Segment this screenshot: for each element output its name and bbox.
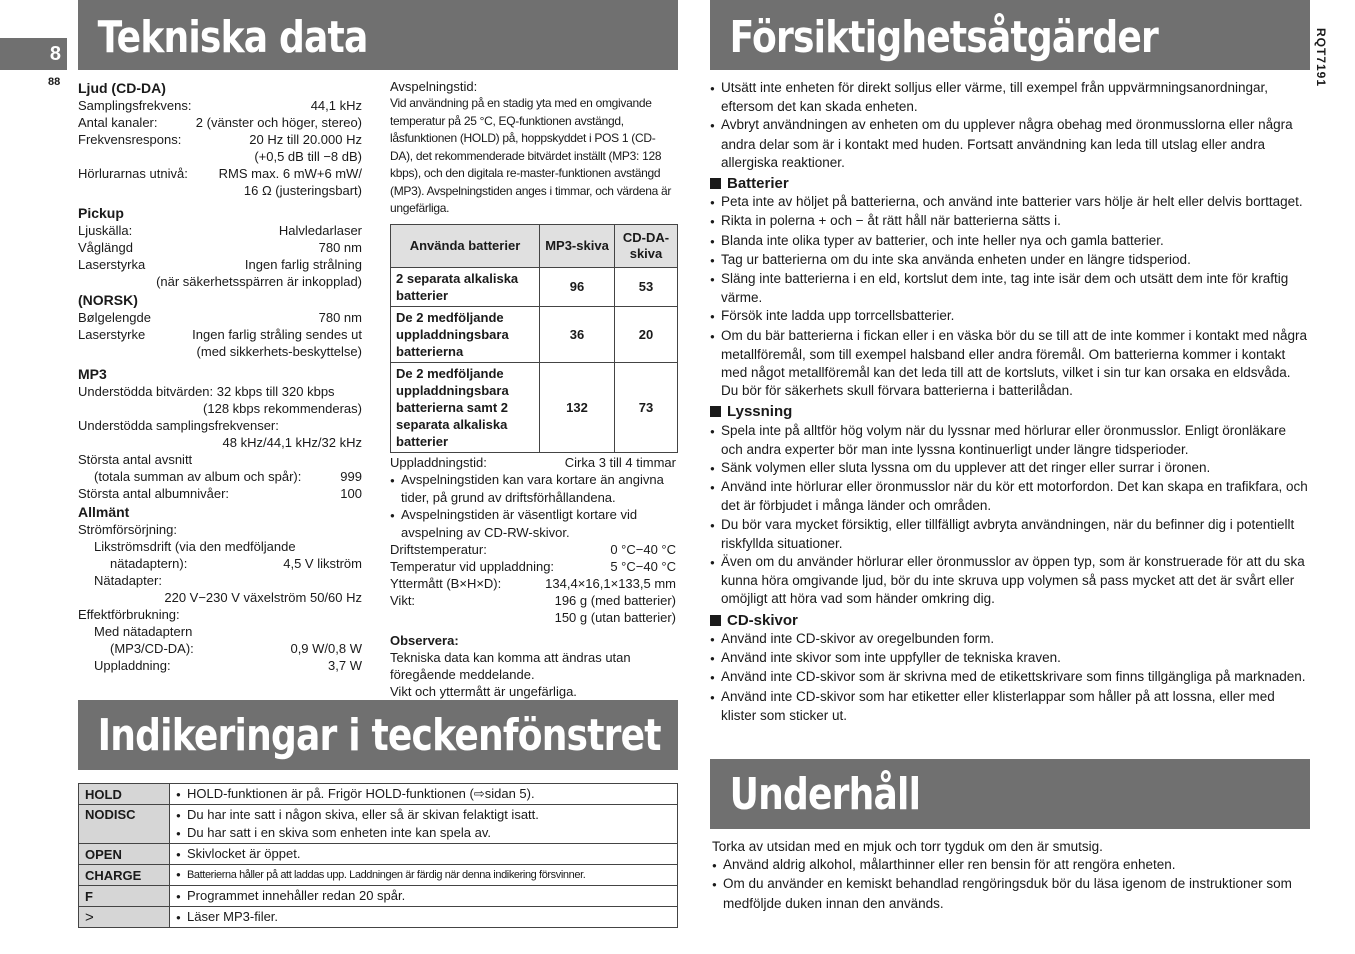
spec-row: Samplingsfrekvens: 44,1 kHz	[78, 98, 362, 113]
table-row	[391, 306, 678, 362]
table-cell: 2 separata alkaliska batterier	[391, 267, 540, 306]
section-mp3-title: MP3	[78, 366, 107, 382]
bullet-item: ● Avspelningstiden är väsentligt kortare vid avspelning av CD-RW-skivor.	[390, 506, 676, 541]
spec-row: nätadaptern): 4,5 V likström	[110, 556, 362, 571]
precautions-column	[710, 79, 1308, 725]
playtime-column	[390, 78, 676, 700]
spec-line: Effektförbrukning:	[78, 607, 180, 622]
spec-line: Nätadapter:	[94, 573, 162, 588]
section-batterier: Batterier	[710, 175, 1308, 193]
table-cell: 20	[615, 306, 678, 362]
spec-cont: (128 kbps rekommenderas)	[203, 401, 362, 416]
indicator-desc: ● Läser MP3-filer.	[170, 907, 678, 928]
bullet-item: ● Använd inte CD-skivor som har etiketter eller klisterlappar som håller på att lossna, eller med klister som sticker ut.	[710, 688, 1308, 725]
bullet-item: ● Använd inte skivor som inte uppfyller de tekniska kraven.	[710, 649, 1308, 668]
spec-line: Största antal avsnitt	[78, 452, 193, 467]
spec-line: Understödda bitvärden: 32 kbps till 320 kbps	[78, 384, 335, 399]
bullet-item: ● Avspelningstiden kan vara kortare än angivna tider, på grund av driftsförhållandena.	[390, 471, 676, 506]
spec-row: Frekvensrespons: 20 Hz till 20.000 Hz	[78, 132, 362, 147]
spec-line: Understödda samplingsfrekvenser:	[78, 418, 279, 433]
indicator-desc: ● Skivlocket är öppet.	[170, 844, 678, 865]
spec-row: Driftstemperatur: 0 °C−40 °C	[390, 541, 676, 557]
indicator-key: >	[79, 907, 170, 928]
spec-row: Uppladdningstid: Cirka 3 till 4 timmar	[390, 454, 676, 470]
bullet-item: ● Använd inte CD-skivor som är skrivna med de etikettskrivare som finns tillgängliga på marknaden.	[710, 668, 1308, 687]
spec-cont: 16 Ω (justeringsbart)	[243, 183, 362, 198]
bullet-item: ● Rikta in polerna + och − åt rätt håll när batterierna sätts i.	[710, 212, 1308, 231]
indicator-key: F	[79, 886, 170, 907]
spec-row: Laserstyrka Ingen farlig strålning	[78, 257, 362, 272]
bullet-item: ● Tag ur batterierna om du inte ska använda enheten under en längre tidsperiod.	[710, 251, 1308, 270]
spec-row: Antal kanaler: 2 (vänster och höger, stereo)	[78, 115, 362, 130]
section-lyssning: Lyssning	[710, 403, 1308, 421]
spec-row: Vikt: 196 g (med batterier)	[390, 592, 676, 608]
bullet-item: ● Avbryt användningen av enheten om du upplever några obehag med öronmusslorna eller några andra delar som är i kontakt med huden. Fortsatt användning kan leda till utslag eller andra allergiska reaktioner.	[710, 116, 1308, 172]
table-cell: 53	[615, 267, 678, 306]
square-bullet-icon	[710, 615, 721, 626]
section-norsk-title: (NORSK)	[78, 292, 138, 308]
spec-row: (MP3/CD-DA): 0,9 W/0,8 W	[110, 641, 362, 656]
heading-underhall: Underhåll	[729, 769, 921, 820]
specs-column	[78, 78, 362, 674]
spec-row: Uppladdning: 3,7 W	[94, 658, 362, 673]
indicator-key: CHARGE	[79, 865, 170, 886]
bullet-item: ● Utsätt inte enheten för direkt solljus eller värme, till exempel från uppvärmningsanordningar, eftersom det kan skada enheten.	[710, 79, 1308, 116]
page-subnumber: 88	[48, 76, 61, 88]
spec-row: Temperatur vid uppladdning: 5 °C−40 °C	[390, 558, 676, 574]
spec-cont: 220 V−230 V växelström 50/60 Hz	[164, 590, 362, 605]
table-header-row	[391, 224, 678, 267]
indicator-desc: ● HOLD-funktionen är på. Frigör HOLD-funktionen (⇨sidan 5).	[170, 784, 678, 805]
spec-cont: 48 kHz/44,1 kHz/32 kHz	[222, 435, 362, 450]
bullet-item: ● Använd inte CD-skivor av oregelbunden form.	[710, 630, 1308, 649]
indicator-key: OPEN	[79, 844, 170, 865]
maintenance-intro: Torka av utsidan med en mjuk och torr tygduk om den är smutsig.	[712, 839, 1103, 854]
heading-band-tekniska	[78, 0, 678, 70]
bullet-item: ● Blanda inte olika typer av batterier, och inte heller nya och gamla batterier.	[710, 232, 1308, 251]
playtime-title: Avspelningstid:	[390, 79, 478, 94]
spec-cont: (när säkerhetsspärren är inkopplad)	[156, 274, 362, 289]
table-cell: De 2 medföljande uppladdningsbara batterierna samt 2 separata alkaliska batterier	[391, 362, 540, 452]
spec-row: Laserstyrke Ingen farlig stråling sendes ut	[78, 327, 362, 342]
note-title: Observera:	[390, 632, 459, 648]
indicator-key: HOLD	[79, 784, 170, 805]
spec-line: Med nätadaptern	[94, 624, 193, 639]
bullet-item: ● Även om du använder hörlurar eller öronmusslor av öppen typ, som är konstruerade för att du ska kunna höra omgivande ljud, bör du inte skruva upp volymen så pass mycket att det är svårt eller omöjligt att höra vad som händer omkring dig.	[710, 553, 1308, 609]
indicator-desc: ● Programmet innehåller redan 20 spår.	[170, 886, 678, 907]
note-text: Tekniska data kan komma att ändras utan föregående meddelande.	[390, 649, 631, 682]
spec-cont: (med sikkerhets-beskyttelse)	[196, 344, 362, 359]
table-row	[79, 886, 678, 907]
table-header: MP3-skiva	[540, 224, 615, 267]
table-cell: 132	[540, 362, 615, 452]
section-cd: CD-skivor	[710, 612, 1308, 630]
indicator-desc: ● Du har inte satt i någon skiva, eller så är skivan felaktigt isatt. ● Du har satt i en skiva som enheten inte kan spela av.	[170, 805, 678, 844]
heading-indikeringar: Indikeringar i teckenfönstret	[97, 710, 661, 761]
bullet-item: ● Sänk volymen eller sluta lyssna om du upplever att det ringer eller surrar i öronen.	[710, 459, 1308, 478]
bullet-item: ● Du bör vara mycket försiktig, eller tillfälligt avbryta användningen, när du befinner dig i potentiellt riskfyllda situationer.	[710, 516, 1308, 553]
section-allmant-title: Allmänt	[78, 504, 130, 520]
spec-line: Likströmsdrift (via den medföljande	[94, 539, 296, 554]
heading-forsiktighet: Försiktighetsåtgärder	[729, 12, 1159, 63]
table-row	[391, 362, 678, 452]
spec-row: Bølgelengde 780 nm	[78, 310, 362, 325]
table-header: CD-DA-skiva	[615, 224, 678, 267]
table-cell: 73	[615, 362, 678, 452]
heading-band-forsiktighet	[710, 0, 1310, 70]
playtime-text: Vid användning på en stadig yta med en omgivande temperatur på 25 °C, EQ-funktionen avstängd, låsfunktionen (HOLD) på, hoppskyddet i POS 1 (CD-DA), det rekommenderade bitvärdet inställt (MP3: 128 kbps), och den digitala re-master-funktionen avstängd (MP3). Avspelningstiden anges i timmar, och värdena är ungefärliga.	[390, 96, 672, 215]
table-header: Använda batterier	[391, 224, 540, 267]
table-cell: 36	[540, 306, 615, 362]
bullet-item: ● Använd aldrig alkohol, målarthinner eller ren bensin för att rengöra enheten.	[712, 856, 1308, 875]
bullet-item: ● Försök inte ladda upp torrcellsbatterier.	[710, 307, 1308, 326]
table-row	[391, 267, 678, 306]
square-bullet-icon	[710, 406, 721, 417]
table-row	[79, 784, 678, 805]
indicator-key: NODISC	[79, 805, 170, 844]
model-code: RQT7191	[1314, 28, 1328, 88]
page-number: 8	[0, 38, 67, 70]
spec-cont: 150 g (utan batterier)	[554, 609, 676, 625]
battery-table	[390, 224, 678, 453]
heading-band-underhall	[710, 759, 1310, 829]
table-row	[79, 805, 678, 844]
table-cell: 96	[540, 267, 615, 306]
indicator-desc: ● Batterierna håller på att laddas upp. Laddningen är färdig när denna indikering försvinner.	[170, 865, 678, 886]
table-cell: De 2 medföljande uppladdningsbara batterierna	[391, 306, 540, 362]
bullet-item: ● Peta inte av höljet på batterierna, och använd inte batterier vars hölje är helt eller delvis borttaget.	[710, 193, 1308, 212]
maintenance-text	[712, 838, 1308, 913]
spec-line: Strömförsörjning:	[78, 522, 177, 537]
spec-row: Största antal albumnivåer: 100	[78, 486, 362, 501]
indicator-table	[78, 783, 678, 928]
spec-row: Yttermått (B×H×D): 134,4×16,1×133,5 mm	[390, 575, 676, 591]
table-row	[79, 844, 678, 865]
square-bullet-icon	[710, 178, 721, 189]
table-row	[79, 907, 678, 928]
heading-band-indikeringar	[78, 700, 678, 770]
bullet-item: ● Om du använder en kemiskt behandlad rengöringsduk bör du läsa igenom de instruktioner som medföljde duken innan den används.	[712, 875, 1308, 912]
note-text: Vikt och yttermått är ungefärliga.	[390, 683, 577, 699]
spec-row: Ljuskälla: Halvledarlaser	[78, 223, 362, 238]
spec-row: Hörlurarnas utnivå: RMS max. 6 mW+6 mW/	[78, 166, 362, 181]
spec-cont: (+0,5 dB till −8 dB)	[254, 149, 362, 164]
bullet-item: ● Använd inte hörlurar eller öronmusslor när du kör ett motorfordon. Det kan skapa en trafikfara, och det är förbjudet i många länder och områden.	[710, 478, 1308, 515]
section-ljud-title: Ljud (CD-DA)	[78, 80, 166, 96]
spec-row: (totala summan av album och spår): 999	[94, 469, 362, 484]
bullet-item: ● Om du bär batterierna i fickan eller i en väska bör du se till att de inte kommer i kontakt med några metallföremål, som till exempel halsband eller andra föremål. Om batterierna kommer i kontakt med något metallföremål kan det leda till att de kortsluts, vilket i sin tur kan orsaka en eldsvåda. Du bör för säkerhets skull förvara batterierna i batterilådan.	[710, 327, 1308, 401]
spec-row: Våglängd 780 nm	[78, 240, 362, 255]
heading-tekniska: Tekniska data	[97, 12, 368, 63]
section-pickup-title: Pickup	[78, 205, 124, 221]
table-row	[79, 865, 678, 886]
bullet-item: ● Spela inte på alltför hög volym när du lyssnar med hörlurar eller öronmusslor. Enligt öronläkare och andra experter bör man inte lyssna kontinuerligt under längre tidsperioder.	[710, 422, 1308, 459]
bullet-item: ● Släng inte batterierna i en eld, kortslut dem inte, tag inte isär dem och utsätt dem inte för kraftig värme.	[710, 270, 1308, 307]
